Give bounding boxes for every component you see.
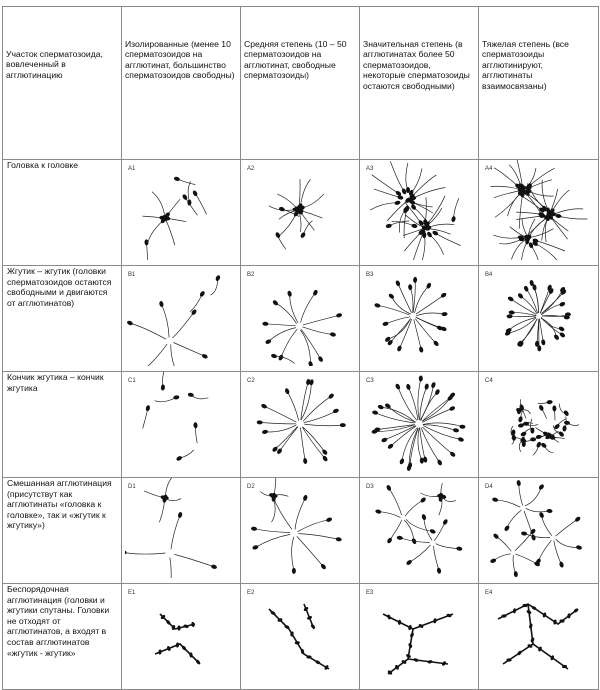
tail-to-tail-gross-drawing <box>483 266 595 366</box>
row-label: Кончик жгутика – кончик жгутика <box>3 372 122 478</box>
cell-code: E3 <box>366 590 374 596</box>
mixed-isolated-drawing <box>125 478 237 578</box>
head-to-head-large-drawing <box>363 160 475 260</box>
mixed-large-drawing <box>363 478 475 578</box>
header-row <box>3 7 599 160</box>
head-to-head-isolated-drawing <box>125 160 237 260</box>
cell-code: A1 <box>128 166 136 172</box>
tail-to-tail-large-drawing <box>363 266 475 366</box>
cell-code: D1 <box>128 484 136 490</box>
tail-to-tail-isolated-drawing <box>125 266 237 366</box>
illustration-cell <box>360 160 479 266</box>
header-grade-4: Тяжелая степень (все сперматозоиды агглютинируют, агглютинаты взаимосвязаны) <box>479 7 599 160</box>
illustration-cell <box>122 266 241 372</box>
mixed-moderate-drawing <box>244 478 356 578</box>
header-grade-1: Изолированные (менее 10 сперматозоидов на агглютинат, большинство сперматозоидов свободны) <box>122 7 241 160</box>
tailtip-gross-drawing <box>483 372 595 472</box>
illustration-cell <box>241 584 360 690</box>
cell-code: A2 <box>247 166 255 172</box>
tangled-large-drawing <box>363 584 475 684</box>
tailtip-large-drawing <box>363 372 475 472</box>
cell-code: C4 <box>485 378 493 384</box>
illustration-cell <box>122 478 241 584</box>
cell-code: B2 <box>247 272 255 278</box>
illustration-cell <box>360 266 479 372</box>
tangled-isolated-drawing <box>125 584 237 684</box>
row-mixed <box>3 478 599 584</box>
row-label: Головка к головке <box>3 160 122 266</box>
illustration-cell <box>241 160 360 266</box>
cell-code: E4 <box>485 590 493 596</box>
cell-code: A4 <box>485 166 493 172</box>
illustration-cell <box>479 478 599 584</box>
row-tailtip-to-tailtip <box>3 372 599 478</box>
tail-to-tail-moderate-drawing <box>244 266 356 366</box>
row-tangled <box>3 584 599 690</box>
illustration-cell <box>479 160 599 266</box>
cell-code: B4 <box>485 272 493 278</box>
tangled-moderate-drawing <box>244 584 356 684</box>
cell-code: C3 <box>366 378 374 384</box>
cell-code: D2 <box>247 484 255 490</box>
cell-code: B1 <box>128 272 136 278</box>
head-to-head-moderate-drawing <box>244 160 356 260</box>
illustration-cell <box>360 584 479 690</box>
illustration-cell <box>479 372 599 478</box>
row-head-to-head <box>3 160 599 266</box>
cell-code: D4 <box>485 484 493 490</box>
illustration-cell <box>122 584 241 690</box>
row-tail-to-tail <box>3 266 599 372</box>
cell-code: D3 <box>366 484 374 490</box>
cell-code: E1 <box>128 590 136 596</box>
tailtip-isolated-drawing <box>125 372 237 472</box>
cell-code: C2 <box>247 378 255 384</box>
cell-code: A3 <box>366 166 374 172</box>
header-region: Участок сперматозоида, вовлеченный в агглютинацию <box>3 7 122 160</box>
header-grade-3: Значительная степень (в агглютинатах более 50 сперматозоидов, некоторые сперматозоиды остаются свободными) <box>360 7 479 160</box>
header-grade-2: Средняя степень (10 – 50 сперматозоидов на агглютинат, свободные сперматозоиды) <box>241 7 360 160</box>
illustration-cell <box>479 584 599 690</box>
illustration-cell <box>360 478 479 584</box>
illustration-cell <box>479 266 599 372</box>
agglutination-table <box>2 6 599 690</box>
cell-code: E2 <box>247 590 255 596</box>
illustration-cell <box>360 372 479 478</box>
row-label: Жгутик – жгутик (головки сперматозоидов остаются свободными и двигаются от агглютинатов) <box>3 266 122 372</box>
row-label: Смешанная агглютинация (присутствут как агглютинаты «головка к головке», так и «жгутик к жгутику») <box>3 478 122 584</box>
cell-code: B3 <box>366 272 374 278</box>
illustration-cell <box>241 478 360 584</box>
row-label: Беспорядочная агглютинация (головки и жгутики спутаны. Головки не отходят от агглютинатов, а входят в состав агглютинатов «жгутик - жгутик» <box>3 584 122 690</box>
tailtip-moderate-drawing <box>244 372 356 472</box>
mixed-gross-drawing <box>483 478 595 578</box>
tangled-gross-drawing <box>483 584 595 684</box>
illustration-cell <box>122 372 241 478</box>
illustration-cell <box>241 266 360 372</box>
illustration-cell <box>241 372 360 478</box>
illustration-cell <box>122 160 241 266</box>
cell-code: C1 <box>128 378 136 384</box>
head-to-head-gross-drawing <box>483 160 595 260</box>
